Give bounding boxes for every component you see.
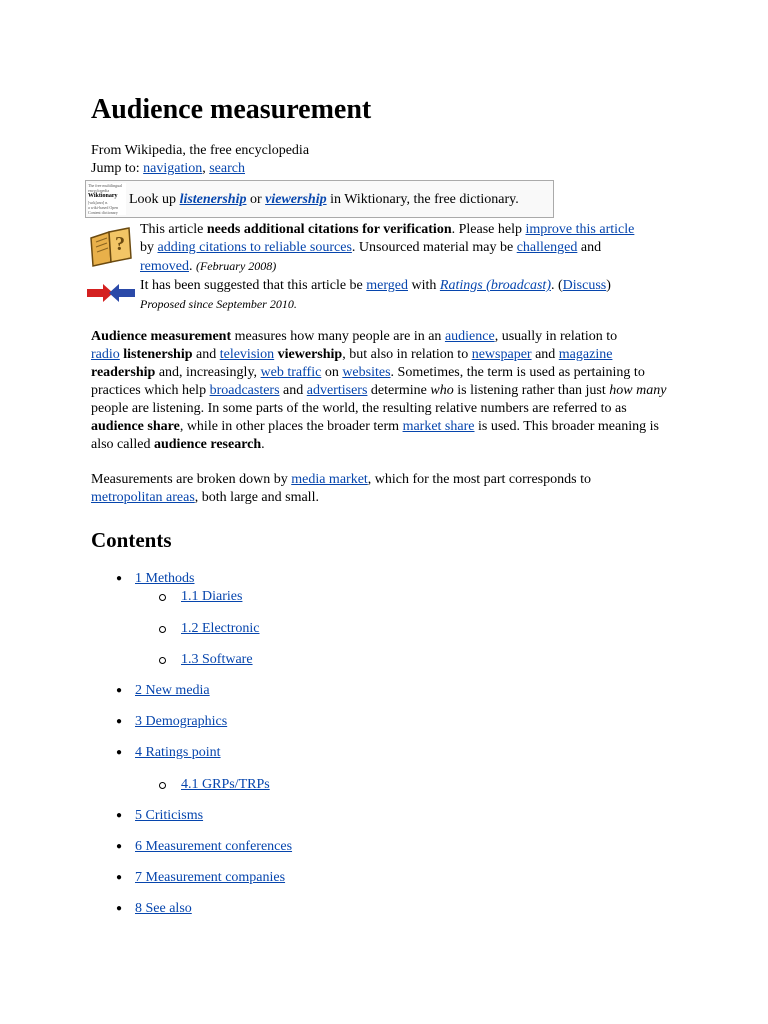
market-share-link[interactable]: market share [402, 419, 475, 434]
bold-term: audience research [153, 437, 262, 452]
wikt-logo-line: [wɪkʃənrɪ] n. [88, 200, 109, 205]
text: . [261, 437, 265, 452]
contents-heading: Contents [91, 528, 172, 552]
toc-bullet: ● [116, 810, 123, 821]
text: and [531, 347, 559, 362]
text: , but also in relation to [342, 347, 472, 362]
text: , both large and small. [194, 490, 319, 505]
text: and [192, 347, 220, 362]
wikt-logo-line: The free multilingual [88, 183, 122, 188]
toc-item-grps-trps[interactable]: 4.1 GRPs/TRPs [181, 777, 270, 792]
toc-bullet: ● [116, 872, 123, 883]
toc-bullet: ● [116, 841, 123, 852]
citation-date: (February 2008) [195, 259, 277, 273]
text: and [577, 240, 602, 255]
toc-item-software[interactable]: 1.3 Software [181, 652, 253, 667]
wiktionary-box [85, 180, 554, 218]
bold-term: Audience measurement [91, 329, 232, 344]
jump-search-link[interactable]: search [209, 161, 245, 176]
toc-bullet: ● [116, 716, 123, 727]
toc-subbullet [159, 594, 166, 601]
toc-bullet: ● [116, 747, 123, 758]
svg-text:?: ? [115, 233, 125, 255]
measurements-paragraph [91, 471, 681, 507]
media-market-link[interactable]: media market [291, 472, 368, 487]
text: is listening rather than just [453, 383, 610, 398]
toc-subbullet [159, 782, 166, 789]
toc-item-criticisms[interactable]: 5 Criticisms [135, 808, 204, 823]
wikt-logo-line: encyclopedia [88, 188, 110, 193]
merged-link[interactable]: merged [366, 278, 408, 293]
toc-item-new-media[interactable]: 2 New media [135, 683, 210, 698]
merge-arrows-icon [87, 282, 135, 304]
viewership-wikt-link[interactable]: viewership [265, 192, 327, 207]
text: , usually in relation to [494, 329, 618, 344]
removed-link[interactable]: removed [140, 259, 189, 274]
text: Look up [129, 192, 180, 207]
citation-notice [140, 221, 680, 276]
magazine-link[interactable]: magazine [558, 347, 613, 362]
italic-term: who [430, 383, 454, 398]
text: in Wiktionary, the free dictionary. [326, 192, 519, 207]
text: It has been suggested that this article be [140, 278, 367, 293]
italic-term: how many [609, 383, 667, 398]
text: , while in other places the broader term [179, 419, 403, 434]
bold-term: readership [91, 365, 156, 380]
text: or [246, 192, 266, 207]
metropolitan-areas-link[interactable]: metropolitan areas [91, 490, 195, 505]
toc-bullet: ● [116, 903, 123, 914]
listenership-wikt-link[interactable]: listenership [179, 192, 247, 207]
toc-subbullet [159, 626, 166, 633]
wikt-logo-line: a wiki-based Open [88, 205, 118, 210]
toc-item-see-also[interactable]: 8 See also [135, 901, 192, 916]
toc-item-ratings-point[interactable]: 4 Ratings point [135, 745, 221, 760]
text: on [321, 365, 343, 380]
toc-item-measurement-companies[interactable]: 7 Measurement companies [135, 870, 286, 885]
text: . Sometimes, the term is used as pertaining to practices which help [91, 365, 645, 398]
bold-term: audience share [91, 419, 180, 434]
text: Measurements are broken down by [91, 472, 292, 487]
wiktionary-logo-icon [88, 183, 126, 215]
jump-navigation-link[interactable]: navigation [143, 161, 203, 176]
toc-item-demographics[interactable]: 3 Demographics [135, 714, 228, 729]
merge-proposed: Proposed since September 2010. [140, 297, 297, 311]
intro-paragraph [91, 328, 681, 454]
text: . Please help [451, 222, 526, 237]
toc-bullet: ● [116, 685, 123, 696]
audience-link[interactable]: audience [444, 329, 495, 344]
text: with [408, 278, 440, 293]
toc-item-measurement-conferences[interactable]: 6 Measurement conferences [135, 839, 293, 854]
broadcasters-link[interactable]: broadcasters [209, 383, 280, 398]
page-title: Audience measurement [91, 94, 372, 125]
toc-item-electronic[interactable]: 1.2 Electronic [181, 621, 260, 636]
book-question-icon [87, 224, 135, 268]
jump-prefix: Jump to: [91, 161, 144, 176]
jump-links [91, 160, 245, 178]
text: determine [367, 383, 431, 398]
text: This article [140, 222, 207, 237]
advertisers-link[interactable]: advertisers [306, 383, 368, 398]
text: ) [606, 278, 611, 293]
television-link[interactable]: television [219, 347, 275, 362]
toc-bullet: ● [116, 573, 123, 584]
jump-separator: , [202, 161, 210, 176]
improve-article-link[interactable]: improve this article [525, 222, 635, 237]
text: measures how many people are in an [231, 329, 445, 344]
text: and [279, 383, 307, 398]
newspaper-link[interactable]: newspaper [471, 347, 532, 362]
discuss-link[interactable]: Discuss [562, 278, 607, 293]
wikt-logo-line: Content dictionary [88, 210, 118, 215]
site-subtitle: From Wikipedia, the free encyclopedia [91, 143, 310, 158]
wiktionary-text [129, 191, 519, 209]
challenged-link[interactable]: challenged [516, 240, 578, 255]
bold-term: viewership [277, 347, 343, 362]
text: and, increasingly, [155, 365, 261, 380]
toc-item-diaries[interactable]: 1.1 Diaries [181, 589, 243, 604]
toc-item-methods[interactable]: 1 Methods [135, 571, 195, 586]
merge-notice [140, 277, 680, 314]
citation-bold: needs additional citations for verification [206, 222, 452, 237]
text: . [188, 259, 196, 274]
wikt-logo-title: Wiktionary [88, 193, 118, 199]
toc-subbullet [159, 657, 166, 664]
adding-citations-link[interactable]: adding citations to reliable sources [157, 240, 352, 255]
text: , which for the most part corresponds to [367, 472, 591, 487]
ratings-broadcast-link[interactable]: Ratings (broadcast) [439, 278, 551, 293]
text: by [140, 240, 158, 255]
radio-link[interactable]: radio [91, 347, 120, 362]
websites-link[interactable]: websites [342, 365, 391, 380]
text: is used. This broader meaning is also called [91, 419, 659, 452]
web-traffic-link[interactable]: web traffic [260, 365, 322, 380]
text: . Unsourced material may be [351, 240, 517, 255]
text: people are listening. In some parts of the world, the resulting relative numbers are referred to as [91, 401, 627, 416]
text: . ( [550, 278, 563, 293]
bold-term: listenership [123, 347, 193, 362]
